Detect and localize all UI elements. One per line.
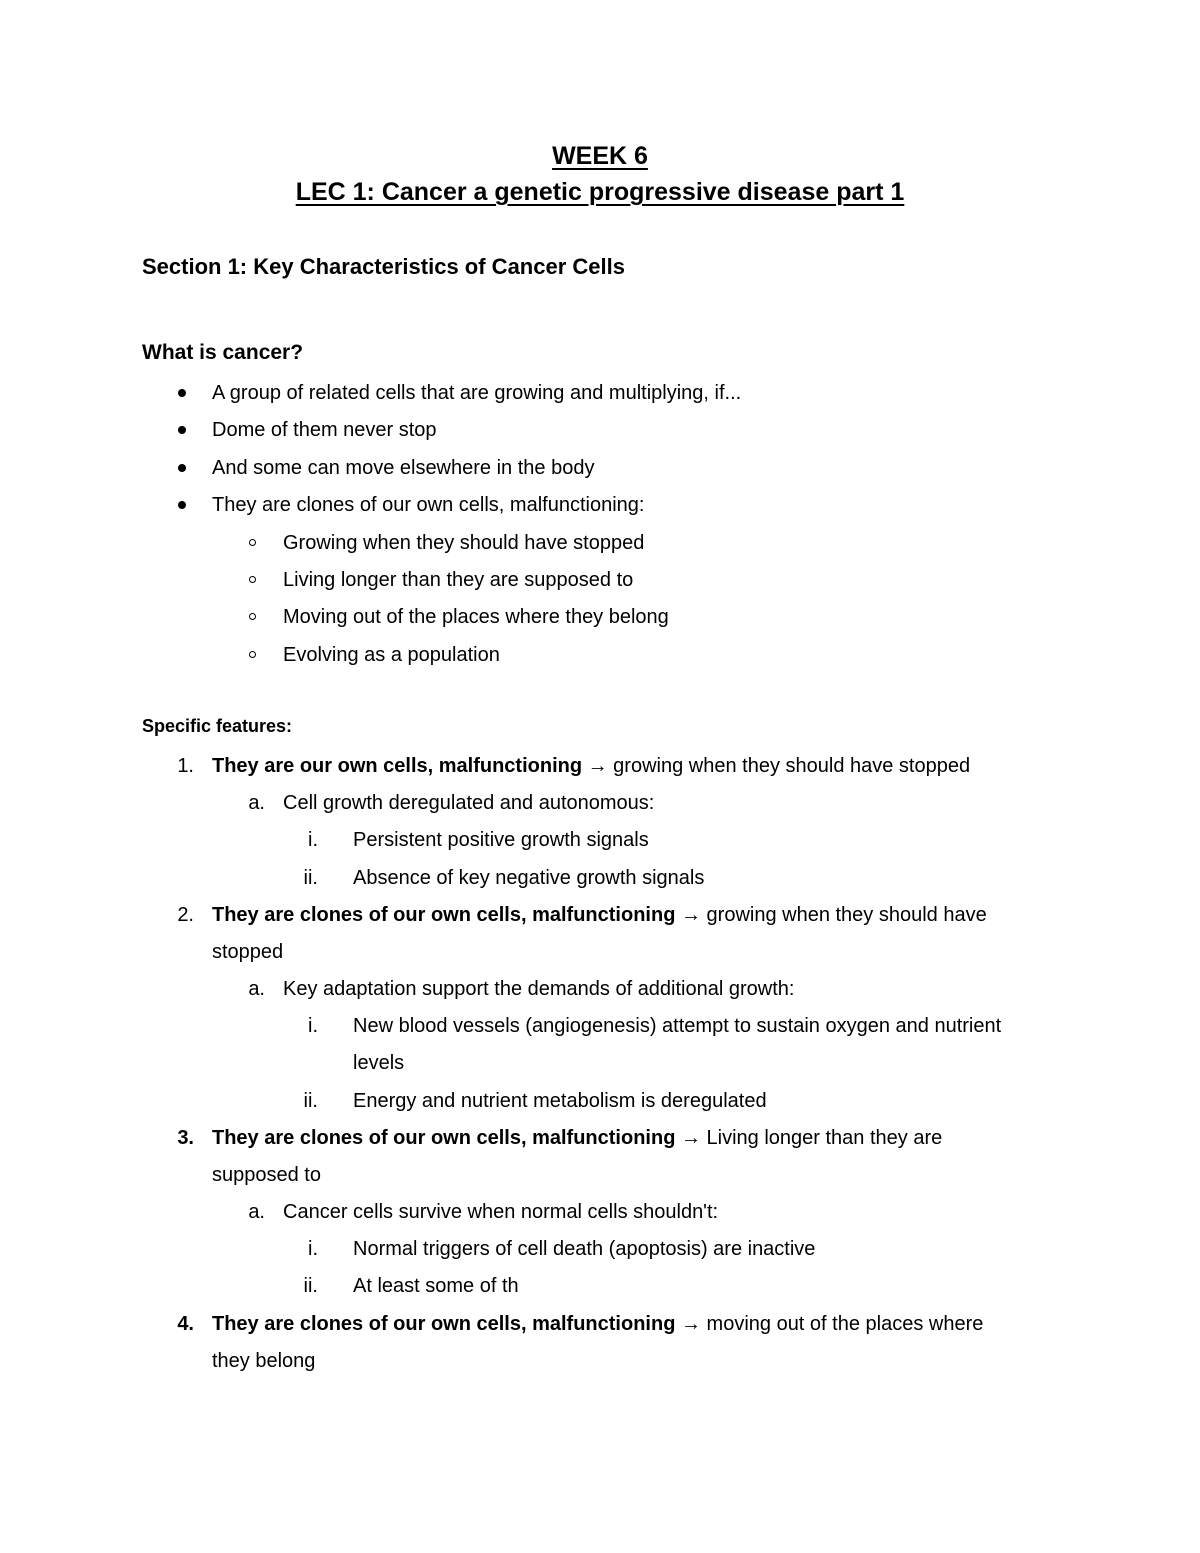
list-marker: a. [248,792,265,814]
specific-features-heading: Specific features: [142,716,293,736]
sub-sub-list-item: Absence of key negative growth signals [353,867,705,889]
list-item [212,754,970,778]
bullet-disc-icon [178,426,186,434]
list-marker: ii. [303,867,318,889]
sub-list-item: Key adaptation support the demands of additional growth: [283,978,795,1000]
list-marker: i. [308,1238,318,1260]
list-item [212,1312,983,1336]
item-text: → growing when they should have stopped [582,755,971,777]
list-marker: ii. [303,1090,318,1112]
list-marker: i. [308,829,318,851]
bullet-disc-icon [178,389,186,397]
bullet-circle-icon [249,539,256,546]
list-item-continuation: levels [353,1052,405,1074]
sub-sub-list-item: At least some of th [353,1275,519,1297]
list-marker: ii. [303,1275,318,1297]
list-marker: i. [308,1015,318,1037]
list-item [212,1126,942,1150]
sub-list-item: Cell growth deregulated and autonomous: [283,792,655,814]
sub-sub-list-item: Persistent positive growth signals [353,829,649,851]
item-bold-text: They are clones of our own cells, malfunctioning [212,904,676,926]
sub-list-item: Evolving as a population [283,644,500,666]
list-marker: a. [248,978,265,1000]
bullet-disc-icon [178,501,186,509]
section-heading: Section 1: Key Characteristics of Cancer Cells [142,254,625,279]
list-item: And some can move elsewhere in the body [212,457,595,479]
item-text: → moving out of the places where [675,1313,984,1335]
sub-sub-list-item: New blood vessels (angiogenesis) attempt to sustain oxygen and nutrient [353,1015,1002,1037]
bullet-disc-icon [178,464,186,472]
list-marker: 3. [177,1127,194,1149]
sub-sub-list-item: Normal triggers of cell death (apoptosis) are inactive [353,1238,816,1260]
sub-list-item: Living longer than they are supposed to [283,569,634,591]
item-bold-text: They are our own cells, malfunctioning [212,755,583,777]
bullet-circle-icon [249,576,256,583]
list-item: A group of related cells that are growing and multiplying, if... [212,382,742,404]
list-marker: 1. [177,755,194,777]
list-item-continuation: stopped [212,941,284,963]
bullet-circle-icon [249,651,256,658]
list-item: They are clones of our own cells, malfunctioning: [212,494,645,516]
list-item [212,903,987,927]
sub-list-item: Moving out of the places where they belong [283,606,669,628]
list-marker: a. [248,1201,265,1223]
item-bold-text: They are clones of our own cells, malfunctioning [212,1313,676,1335]
list-marker: 2. [177,904,194,926]
list-marker: 4. [177,1313,194,1335]
item-text: → Living longer than they are [675,1127,943,1149]
list-item-continuation: supposed to [212,1164,321,1186]
sub-list-item: Growing when they should have stopped [283,532,645,554]
item-text: → growing when they should have [675,904,987,926]
week-title: WEEK 6 [552,142,648,170]
bullet-circle-icon [249,613,256,620]
item-bold-text: They are clones of our own cells, malfunctioning [212,1127,676,1149]
lecture-title: LEC 1: Cancer a genetic progressive disease part 1 [295,178,905,206]
list-item-continuation: they belong [212,1350,316,1372]
what-is-cancer-heading: What is cancer? [142,341,304,364]
list-item: Dome of them never stop [212,419,437,441]
sub-list-item: Cancer cells survive when normal cells shouldn't: [283,1201,719,1223]
sub-sub-list-item: Energy and nutrient metabolism is deregulated [353,1090,767,1112]
